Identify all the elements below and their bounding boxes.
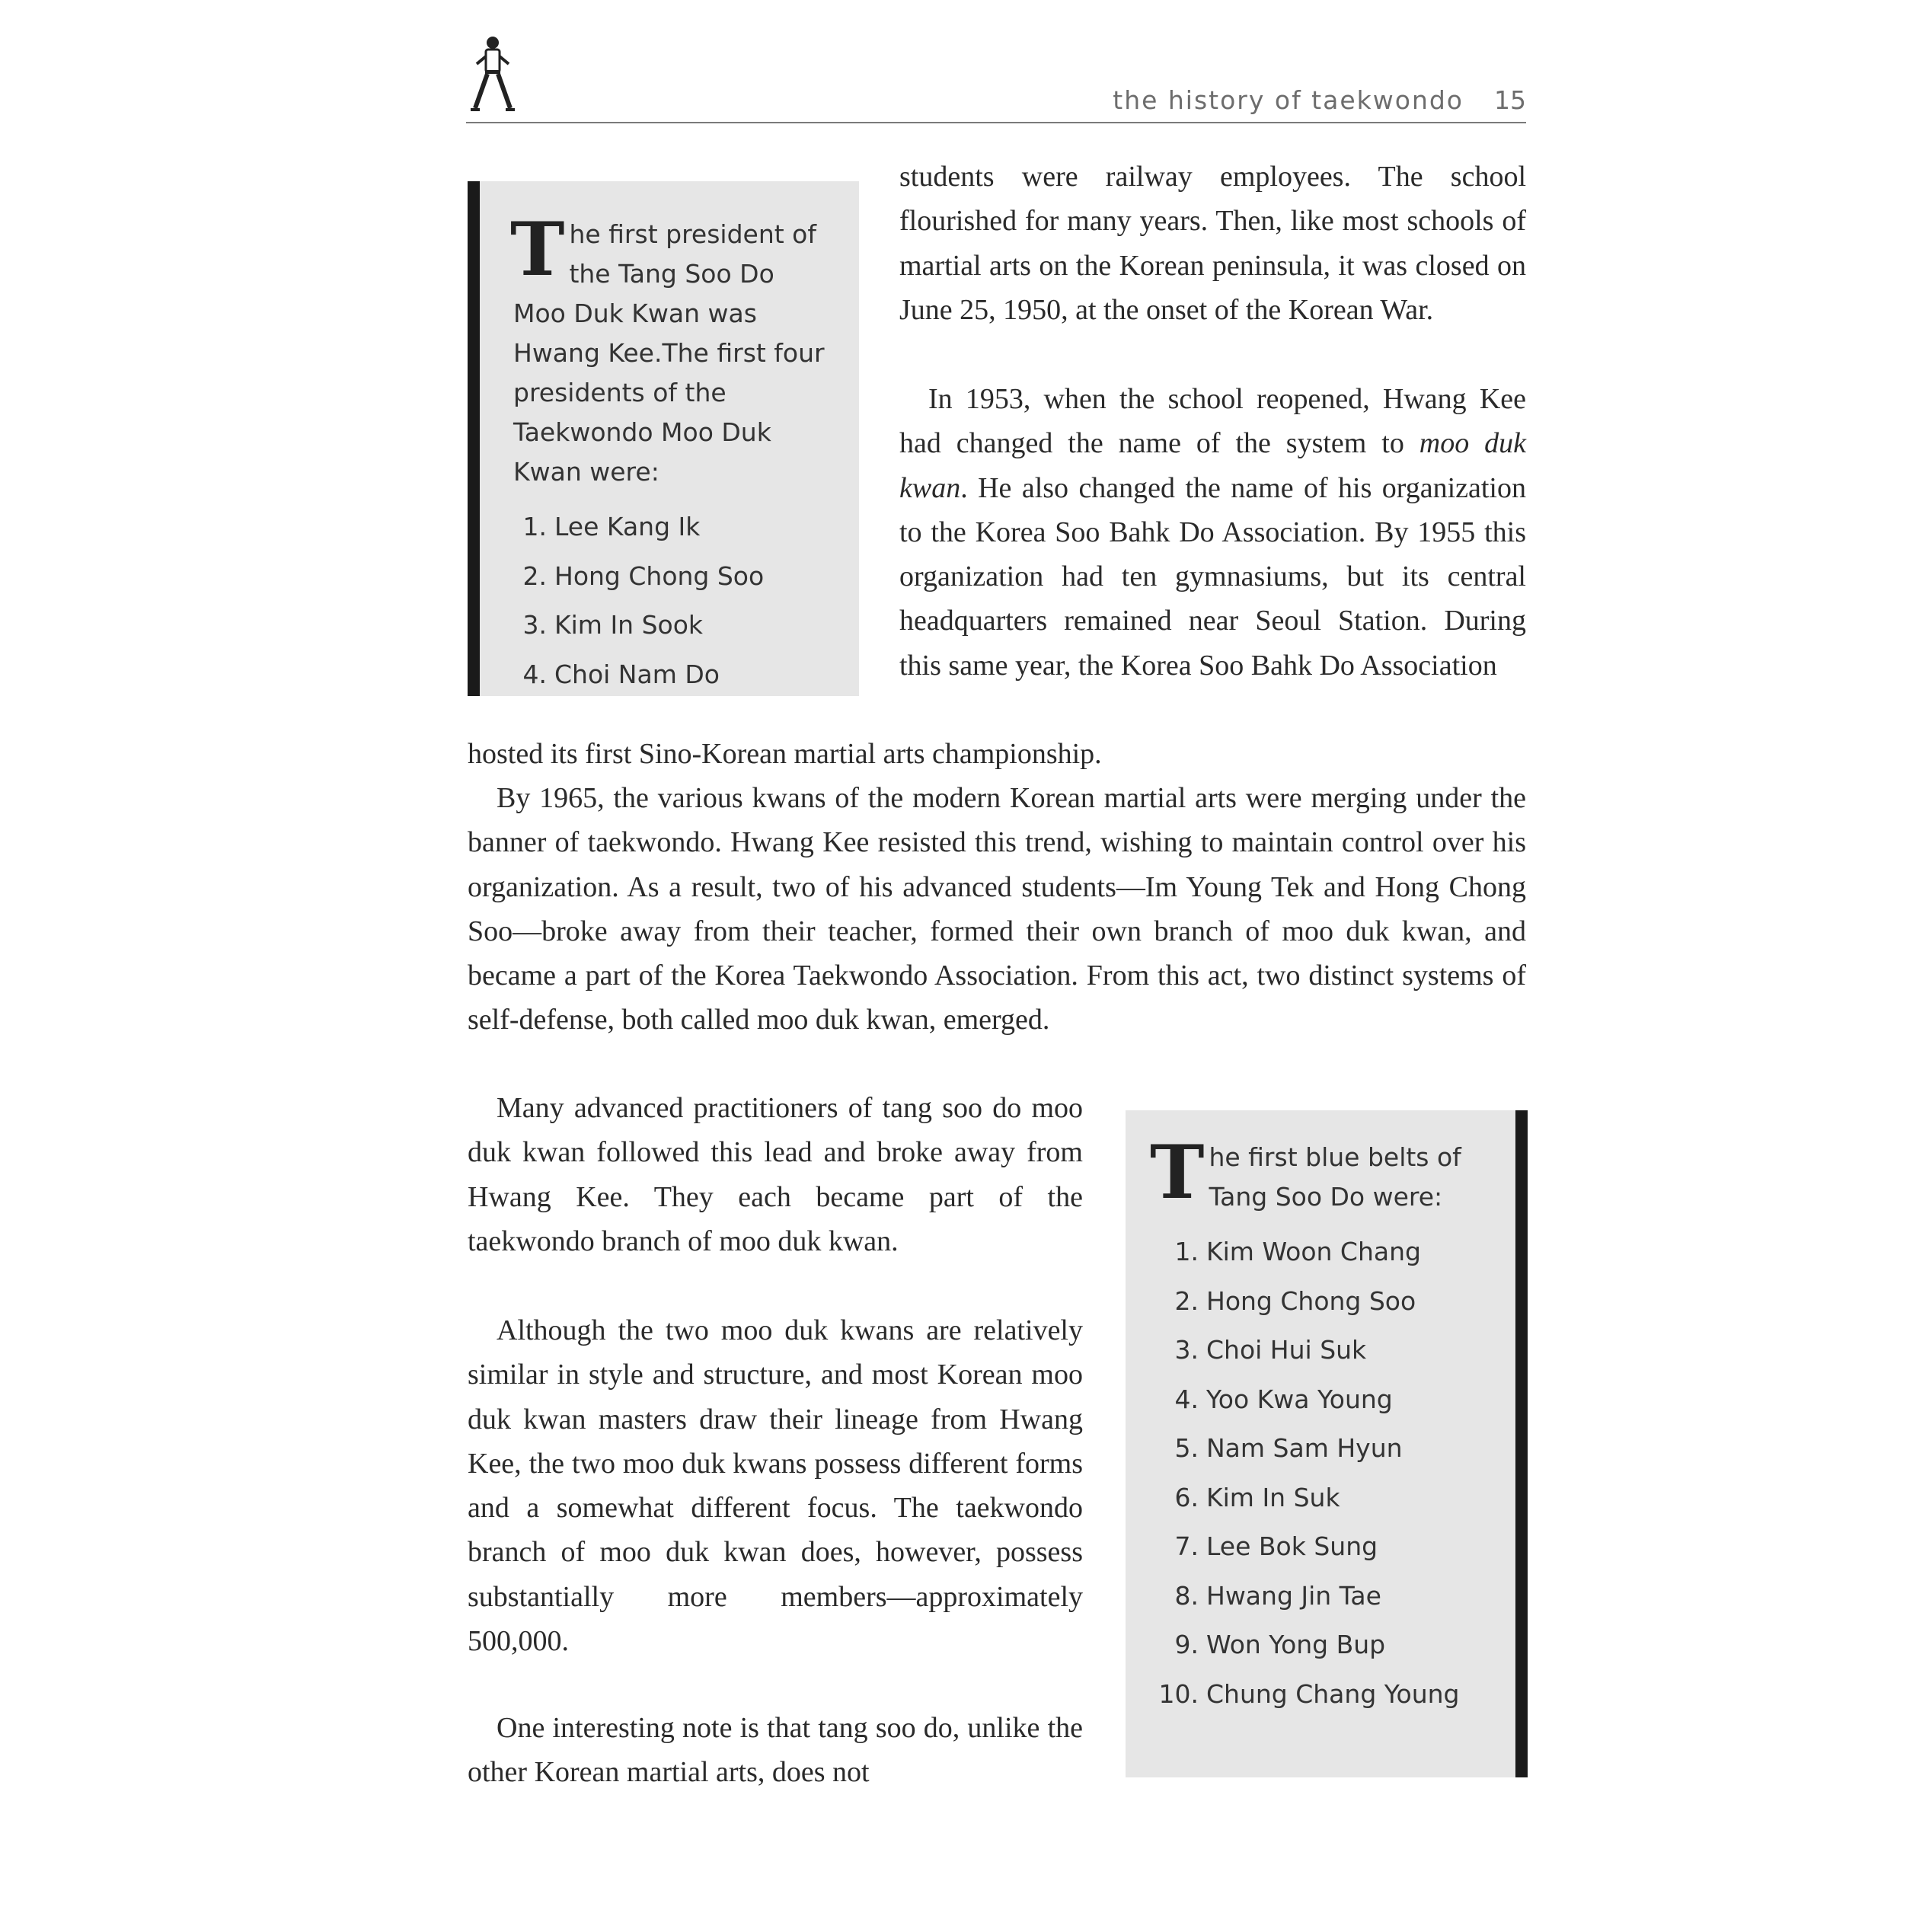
list-item: 6. Kim In Suk [1174, 1482, 1340, 1512]
sidebar-first-presidents [468, 181, 859, 696]
list-item: 4. Choi Nam Do [522, 659, 720, 689]
body-paragraph-5: Although the two moo duk kwans are relatively similar in style and structure, and most Korean moo duk kwan masters draw their lineage from Hwang Kee, the two moo duk kwans possess different forms and a somewhat different focus. The taekwondo branch of moo duk kwan does, however, possess substantially more members—approximately 500,000. [468, 1314, 1083, 1658]
list-item: 4. Yoo Kwa Young [1174, 1384, 1393, 1414]
running-header [466, 82, 1526, 123]
sidebar-bar [468, 181, 480, 696]
list-item: 3. Kim In Sook [522, 610, 704, 640]
presidents-list [513, 503, 832, 699]
list-item: 10. Chung Chang Young [1158, 1678, 1460, 1709]
body-paragraph-4: Many advanced practitioners of tang soo do moo duk kwan followed this lead and broke away from Hwang Kee. They each became part of the taekwondo branch of moo duk kwan. [468, 1092, 1083, 1257]
sidebar-bar [1515, 1110, 1528, 1777]
sidebar-intro: he first president of the Tang Soo Do Moo Duk Kwan was Hwang Kee.The first four presidents of the Taekwondo Moo Duk Kwan were: [513, 219, 825, 487]
list-item: 7. Lee Bok Sung [1174, 1531, 1378, 1561]
body-paragraph-2: In 1953, when the school reopened, Hwang Kee had changed the name of the system to moo duk kwan. He also changed the name of his organization to the Korea Soo Bahk Do Association. By 1955 this organization had ten gymnasiums, but its central headquarters remained near Seoul Station. During this same year, the Korea Soo Bahk Do Association [899, 383, 1526, 682]
list-item: 2. Hong Chong Soo [1174, 1285, 1416, 1316]
list-item: 8. Hwang Jin Tae [1174, 1580, 1381, 1611]
list-item: 5. Nam Sam Hyun [1174, 1433, 1403, 1463]
list-item: 2. Hong Chong Soo [522, 560, 765, 591]
sidebar-intro: he first blue belts of Tang Soo Do were: [1209, 1142, 1461, 1212]
body-paragraph-1: students were railway employees. The school flourished for many years. Then, like most schools of martial arts on the Korean peninsula, it was closed on June 25, 1950, at the onset of the Korean War. [899, 161, 1526, 326]
body-paragraph-6: One interesting note is that tang soo do, unlike the other Korean martial arts, does not [468, 1712, 1083, 1789]
list-item: 9. Won Yong Bup [1174, 1630, 1386, 1659]
body-paragraph-2-cont: hosted its first Sino-Korean martial arts championship. [468, 738, 1102, 770]
page-number: 15 [1494, 85, 1526, 115]
running-title: the history of taekwondo [1113, 85, 1464, 115]
drop-cap: T [510, 206, 565, 292]
sidebar-blue-belts [1126, 1110, 1528, 1777]
list-item: 3. Choi Hui Suk [1174, 1335, 1367, 1365]
drop-cap: T [1150, 1129, 1205, 1215]
list-item: 1. Lee Kang Ik [522, 512, 701, 541]
body-paragraph-3: By 1965, the various kwans of the modern Korean martial arts were merging under the banner of taekwondo. Hwang Kee resisted this trend, wishing to maintain control over his organization. As a result, two of his advanced students—Im Young Tek and Hong Chong Soo—broke away from their teacher, formed their own branch of moo duk kwan, and became a part of the Korea Taekwondo Association. From this act, two distinct systems of self-defense, both called moo duk kwan, emerged. [468, 782, 1526, 1036]
blue-belts-list [1153, 1228, 1497, 1719]
list-item: 1. Kim Woon Chang [1174, 1237, 1421, 1266]
